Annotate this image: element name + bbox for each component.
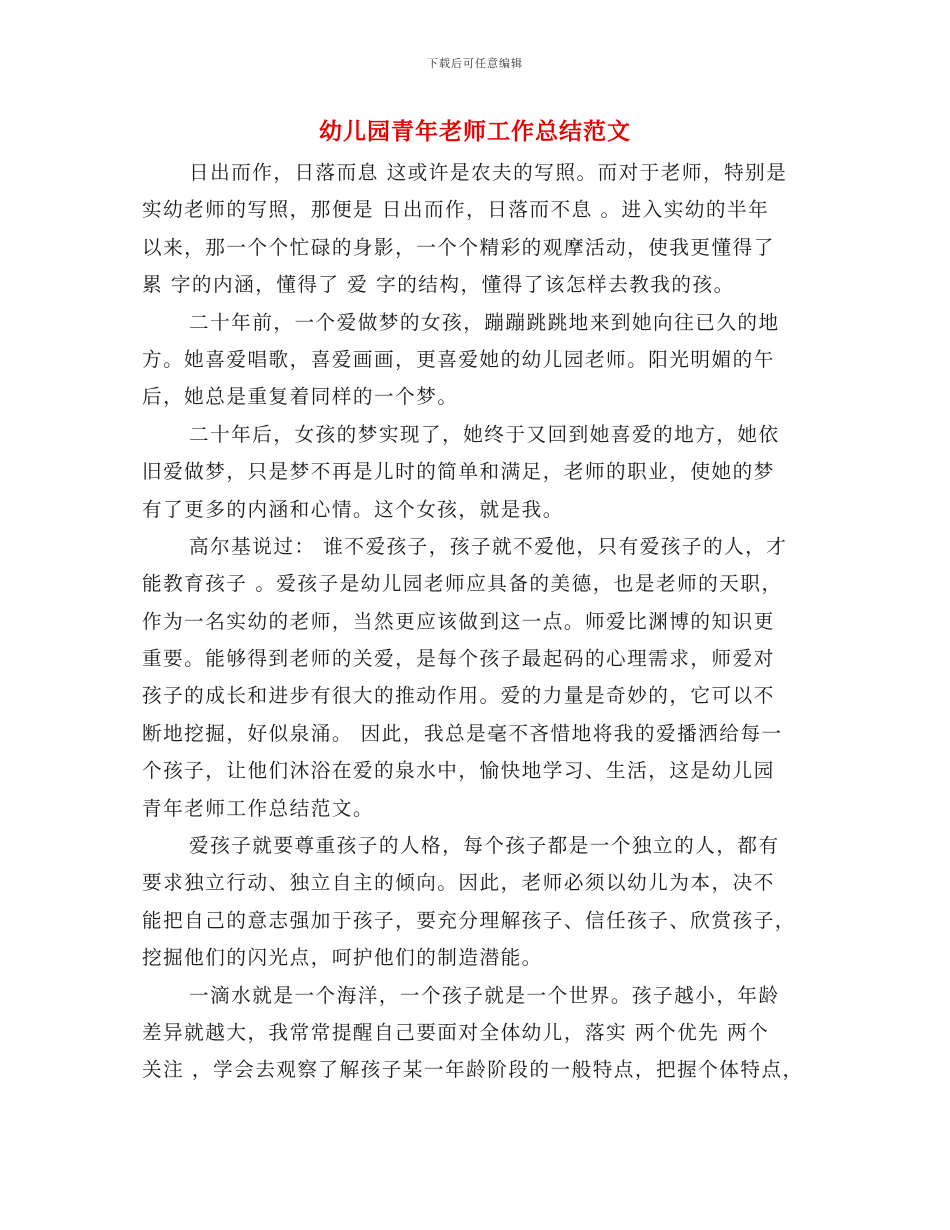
text-line: 旧爱做梦，只是梦不再是儿时的简单和满足，老师的职业，使她的梦 [142, 460, 775, 484]
text-line: 二十年后，女孩的梦实现了，她终于又回到她喜爱的地方，她依 [189, 422, 780, 446]
text-line: 个孩子，让他们沐浴在爱的泉水中，愉快地学习、生活，这是幼儿园 [142, 759, 775, 783]
text-line: 能把自己的意志强加于孩子，要充分理解孩子、信任孩子、欣赏孩子， [142, 908, 796, 932]
text-line: 后，她总是重复着同样的一个梦。 [142, 385, 459, 409]
paragraph-1 [142, 154, 810, 304]
text-line: 青年老师工作总结范文。 [142, 796, 375, 820]
text-line: 作为一名实幼的老师，当然更应该做到这一点。师爱比渊博的知识更 [142, 609, 775, 633]
page-header-note: 下载后可任意编辑 [427, 57, 523, 70]
text-line: 高尔基说过： 谁不爱孩子，孩子就不爱他，只有爱孩子的人，才 [189, 534, 788, 558]
text-line: 孩子的成长和进步有很大的推动作用。爱的力量是奇妙的，它可以不 [142, 684, 775, 708]
text-line: 一滴水就是一个海洋，一个孩子就是一个世界。孩子越小，年龄 [189, 983, 780, 1007]
text-line: 累 字的内涵，懂得了 爱 字的结构，懂得了该怎样去教我的孩。 [142, 273, 735, 297]
text-line: 爱孩子就要尊重孩子的人格，每个孩子都是一个独立的人，都有 [189, 834, 780, 858]
text-line: 有了更多的内涵和心情。这个女孩，就是我。 [142, 497, 564, 521]
text-line: 方。她喜爱唱歌，喜爱画画，更喜爱她的幼儿园老师。阳光明媚的午 [142, 347, 775, 371]
text-line: 实幼老师的写照，那便是 日出而作，日落而不息 。进入实幼的半年 [142, 198, 770, 222]
text-line: 重要。能够得到老师的关爱，是每个孩子最起码的心理需求，师爱对 [142, 647, 775, 671]
paragraph-4 [142, 528, 810, 827]
text-line: 断地挖掘，好似泉涌。 因此，我总是毫不吝惜地将我的爱播洒给每一 [142, 721, 783, 745]
text-line: 以来，那一个个忙碌的身影，一个个精彩的观摩活动，使我更懂得了 [142, 235, 775, 259]
paragraph-3 [142, 416, 810, 528]
document-body [142, 154, 810, 1089]
document-title: 幼儿园青年老师工作总结范文 [319, 118, 631, 145]
text-line: 二十年前，一个爱做梦的女孩，蹦蹦跳跳地来到她向往已久的地 [189, 310, 780, 334]
text-line: 能教育孩子 。爱孩子是幼儿园老师应具备的美德，也是老师的天职， [142, 572, 783, 596]
text-line: 要求独立行动、独立自主的倾向。因此，老师必须以幼儿为本，决不 [142, 871, 775, 895]
text-line: 日出而作，日落而息 这或许是农夫的写照。而对于老师，特别是 [189, 161, 788, 184]
text-line: 挖掘他们的闪光点，呵护他们的制造潜能。 [142, 946, 543, 970]
paragraph-6 [142, 977, 810, 1089]
text-line: 关注 ，学会去观察了解孩子某一年龄阶段的一般特点，把握个体特点， [142, 1058, 804, 1082]
text-line: 差异就越大，我常常提醒自己要面对全体幼儿，落实 两个优先 两个 [142, 1020, 770, 1044]
paragraph-2 [142, 304, 810, 416]
paragraph-5 [142, 827, 810, 977]
